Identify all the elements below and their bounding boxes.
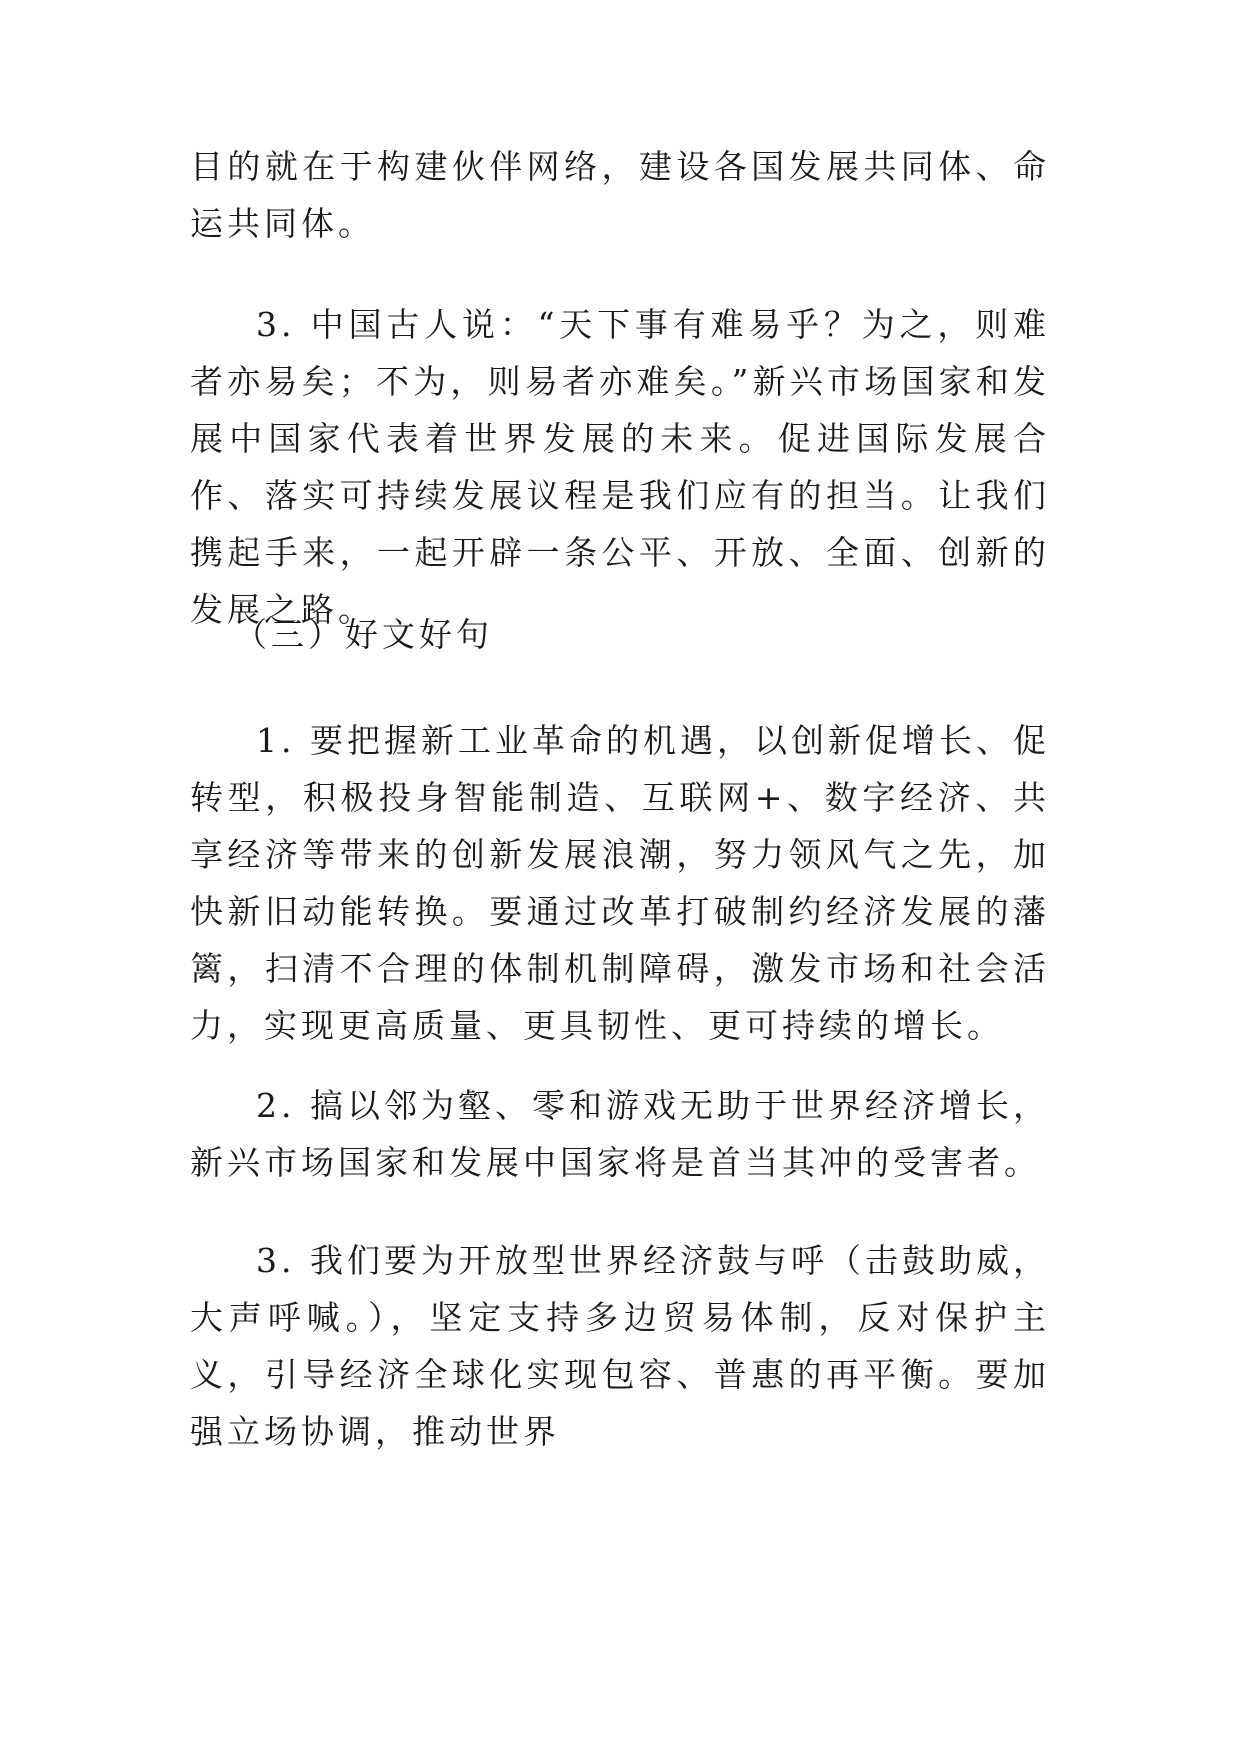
paragraph-good-sentence-3: 3. 我们要为开放型世界经济鼓与呼（击鼓助威，大声呼喊。），坚定支持多边贸易体制，反对保护主义，引导经济全球化实现包容、普惠的再平衡。要加强立场协调，推动世界 — [190, 1241, 1050, 1451]
paragraph-ancient-saying: 3. 中国古人说：“天下事有难易乎？为之，则难者亦易矣；不为，则易者亦难矣。”新兴市场国家和发展中国家代表着世界发展的未来。促进国际发展合作、落实可持续发展议程是我们应有的担当。让我们携起手来，一起开辟一条公平、开放、全面、创新的发展之路。 — [190, 305, 1050, 629]
paragraph-good-sentence-2: 2. 搞以邻为壑、零和游戏无助于世界经济增长，新兴市场国家和发展中国家将是首当其冲的受害者。 — [190, 1086, 1050, 1182]
paragraph-continuation: 目的就在于构建伙伴网络，建设各国发展共同体、命运共同体。 — [190, 147, 1050, 243]
section-heading: （三）好文好句 — [234, 615, 493, 654]
paragraph-good-sentence-1: 1. 要把握新工业革命的机遇，以创新促增长、促转型，积极投身智能制造、互联网+、数字经济、共享经济等带来的创新发展浪潮，努力领风气之先，加快新旧动能转换。要通过改革打破制约经济发展的藩篱，扫清不合理的体制机制障碍，激发市场和社会活力，实现更高质量、更具韧性、更可持续的增长。 — [190, 721, 1050, 1045]
